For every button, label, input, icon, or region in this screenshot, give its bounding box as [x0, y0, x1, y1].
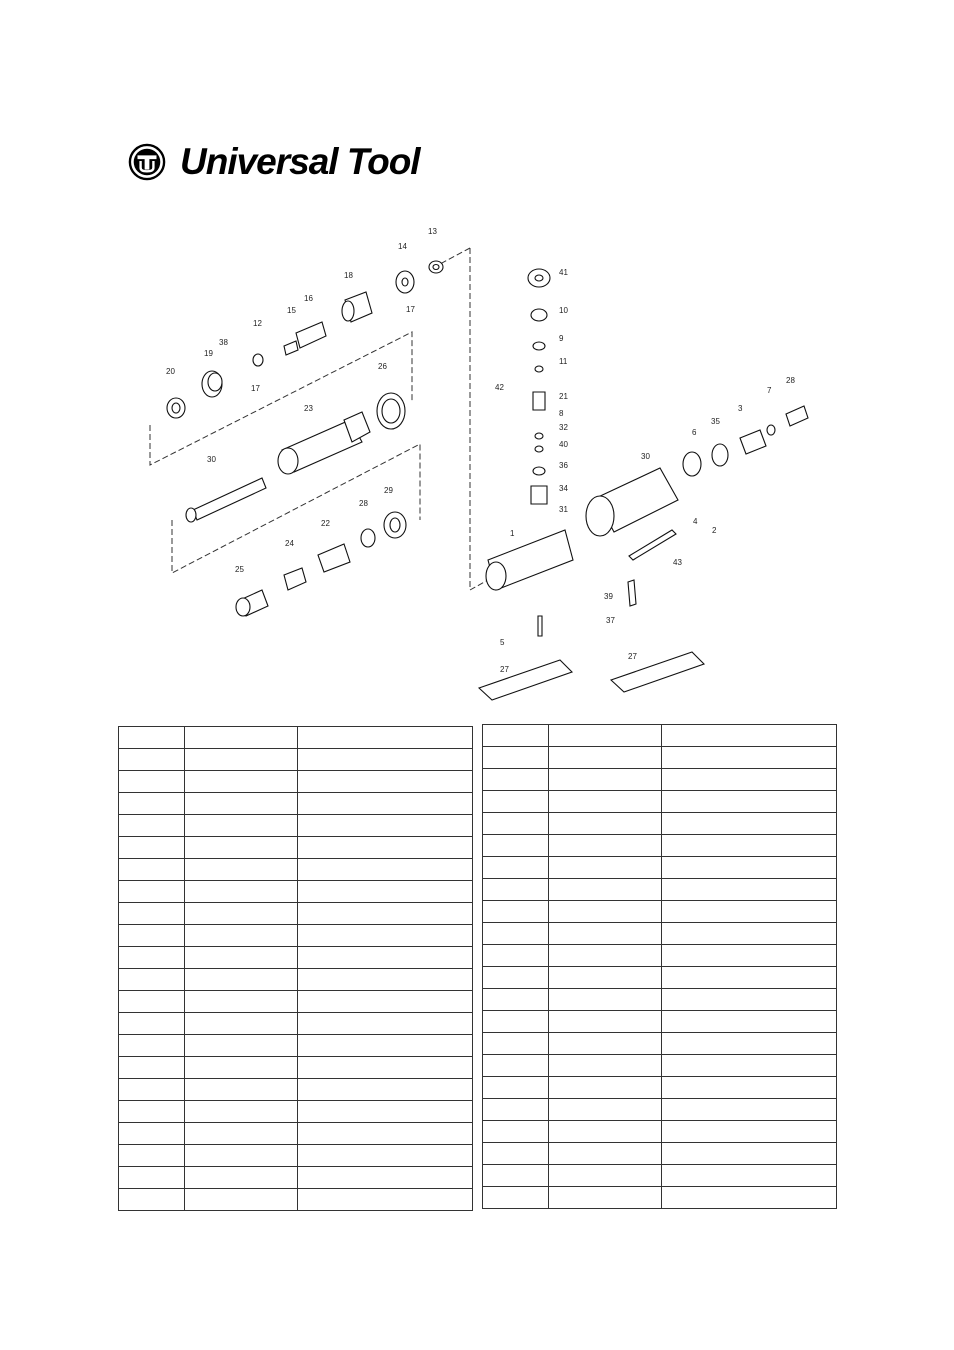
callout: 38 [219, 338, 228, 347]
table-cell [185, 947, 298, 969]
callout: 16 [304, 294, 313, 303]
table-cell [483, 1143, 549, 1165]
table-row [483, 1033, 837, 1055]
table-cell [298, 837, 473, 859]
table-cell [549, 725, 662, 747]
table-cell [298, 793, 473, 815]
table-cell [185, 991, 298, 1013]
table-cell [662, 1187, 837, 1209]
table-cell [662, 747, 837, 769]
table-cell [549, 835, 662, 857]
table-row [483, 813, 837, 835]
table-cell [483, 791, 549, 813]
table-cell [549, 1055, 662, 1077]
table-cell [662, 791, 837, 813]
table-cell [185, 1189, 298, 1211]
callout: 8 [559, 409, 564, 418]
table-row [119, 1013, 473, 1035]
table-cell [662, 1011, 837, 1033]
table-cell [549, 923, 662, 945]
table-row [119, 771, 473, 793]
table-cell [483, 923, 549, 945]
table-cell [483, 967, 549, 989]
table-cell [298, 947, 473, 969]
table-row [483, 901, 837, 923]
table-row [119, 1079, 473, 1101]
table-cell [662, 769, 837, 791]
table-cell [549, 945, 662, 967]
table-cell [483, 813, 549, 835]
table-cell [483, 1099, 549, 1121]
callout: 17 [251, 384, 260, 393]
table-cell [549, 747, 662, 769]
table-cell [185, 1013, 298, 1035]
table-row [119, 991, 473, 1013]
callout: 28 [359, 499, 368, 508]
callout: 30 [207, 455, 216, 464]
callout: 14 [398, 242, 407, 251]
table-cell [119, 1167, 185, 1189]
table-cell [483, 1011, 549, 1033]
table-row [119, 1057, 473, 1079]
callout: 37 [606, 616, 615, 625]
table-cell [298, 969, 473, 991]
table-cell [549, 1011, 662, 1033]
callout: 34 [559, 484, 568, 493]
table-cell [185, 1101, 298, 1123]
table-row [119, 881, 473, 903]
table-cell [185, 815, 298, 837]
table-cell [483, 945, 549, 967]
table-cell [662, 1165, 837, 1187]
table-cell [185, 903, 298, 925]
table-cell [185, 1035, 298, 1057]
table-cell [662, 857, 837, 879]
table-cell [662, 923, 837, 945]
table-cell [549, 1165, 662, 1187]
table-cell [549, 879, 662, 901]
callout: 10 [559, 306, 568, 315]
callout: 9 [559, 334, 564, 343]
table-row [483, 791, 837, 813]
callout: 5 [500, 638, 505, 647]
table-cell [185, 859, 298, 881]
table-cell [185, 1167, 298, 1189]
table-row [119, 793, 473, 815]
table-cell [298, 1057, 473, 1079]
table-cell [119, 903, 185, 925]
callout: 24 [285, 539, 294, 548]
table-cell [662, 1077, 837, 1099]
table-cell [483, 725, 549, 747]
table-cell [119, 969, 185, 991]
dashed-assembly-lines [150, 248, 488, 590]
table-row [483, 1121, 837, 1143]
callout: 29 [384, 486, 393, 495]
callout: 6 [692, 428, 697, 437]
table-cell [185, 1057, 298, 1079]
callout: 12 [253, 319, 262, 328]
table-cell [662, 1055, 837, 1077]
table-cell [298, 859, 473, 881]
table-row [483, 1099, 837, 1121]
callout: 11 [559, 357, 568, 366]
table-cell [185, 771, 298, 793]
table-cell [119, 727, 185, 749]
table-row [483, 1187, 837, 1209]
table-cell [119, 947, 185, 969]
table-cell [119, 859, 185, 881]
callout: 27 [500, 665, 509, 674]
table-cell [483, 835, 549, 857]
right-parts [479, 269, 808, 700]
table-cell [119, 1057, 185, 1079]
table-row [483, 835, 837, 857]
table-cell [662, 1099, 837, 1121]
callout: 36 [559, 461, 568, 470]
table-cell [185, 881, 298, 903]
table-cell [549, 989, 662, 1011]
table-cell [119, 1013, 185, 1035]
table-cell [185, 749, 298, 771]
callout: 35 [711, 417, 720, 426]
table-cell [483, 1165, 549, 1187]
table-cell [549, 967, 662, 989]
table-cell [483, 747, 549, 769]
table-cell [119, 771, 185, 793]
table-row [119, 903, 473, 925]
callout: 3 [738, 404, 743, 413]
callout: 28 [786, 376, 795, 385]
table-row [483, 989, 837, 1011]
table-row [119, 837, 473, 859]
table-cell [549, 1099, 662, 1121]
table-cell [298, 925, 473, 947]
table-row [483, 857, 837, 879]
table-cell [119, 881, 185, 903]
table-cell [119, 1189, 185, 1211]
table-cell [119, 1035, 185, 1057]
table-cell [185, 925, 298, 947]
table-cell [119, 837, 185, 859]
table-cell [298, 1189, 473, 1211]
parts-table-right [482, 724, 837, 1209]
table-cell [662, 967, 837, 989]
table-cell [185, 727, 298, 749]
table-cell [298, 727, 473, 749]
table-row [483, 725, 837, 747]
table-row [119, 1123, 473, 1145]
table-cell [483, 1187, 549, 1209]
table-row [119, 1101, 473, 1123]
callout: 18 [344, 271, 353, 280]
parts-table-left-body [119, 727, 473, 1211]
table-cell [483, 1077, 549, 1099]
table-cell [483, 1121, 549, 1143]
table-cell [483, 1033, 549, 1055]
table-row [119, 727, 473, 749]
table-cell [549, 1121, 662, 1143]
callout: 23 [304, 404, 313, 413]
table-cell [298, 771, 473, 793]
table-cell [298, 881, 473, 903]
table-cell [549, 1077, 662, 1099]
callout: 19 [204, 349, 213, 358]
callout: 1 [510, 529, 515, 538]
table-cell [549, 813, 662, 835]
callout: 25 [235, 565, 244, 574]
table-row [119, 749, 473, 771]
callout: 22 [321, 519, 330, 528]
callout: 26 [378, 362, 387, 371]
table-cell [483, 989, 549, 1011]
table-cell [549, 1033, 662, 1055]
table-row [483, 967, 837, 989]
table-row [483, 1011, 837, 1033]
table-cell [119, 925, 185, 947]
callout: 42 [495, 383, 504, 392]
table-cell [119, 815, 185, 837]
table-cell [298, 1079, 473, 1101]
table-cell [298, 1123, 473, 1145]
callout: 30 [641, 452, 650, 461]
table-cell [185, 969, 298, 991]
table-cell [119, 1123, 185, 1145]
table-row [119, 1189, 473, 1211]
callout: 21 [559, 392, 568, 401]
table-row [483, 1077, 837, 1099]
table-cell [298, 1035, 473, 1057]
table-cell [549, 1187, 662, 1209]
table-cell [662, 1033, 837, 1055]
table-cell [549, 857, 662, 879]
callout: 13 [428, 227, 437, 236]
callout: 15 [287, 306, 296, 315]
table-cell [549, 769, 662, 791]
callout: 27 [628, 652, 637, 661]
table-row [483, 945, 837, 967]
callout: 31 [559, 505, 568, 514]
table-cell [119, 793, 185, 815]
brand-name: Universal Tool [180, 141, 420, 182]
table-cell [185, 793, 298, 815]
table-cell [662, 945, 837, 967]
table-cell [483, 879, 549, 901]
table-cell [483, 901, 549, 923]
callout: 7 [767, 386, 772, 395]
parts-table-right-body [483, 725, 837, 1209]
table-cell [119, 1145, 185, 1167]
table-cell [119, 749, 185, 771]
table-row [483, 1143, 837, 1165]
table-cell [549, 791, 662, 813]
table-row [483, 1165, 837, 1187]
table-row [119, 925, 473, 947]
table-cell [185, 1145, 298, 1167]
table-cell [662, 835, 837, 857]
table-cell [549, 901, 662, 923]
table-cell [483, 1055, 549, 1077]
table-row [119, 815, 473, 837]
table-cell [298, 1101, 473, 1123]
table-cell [119, 1101, 185, 1123]
left-parts [167, 261, 443, 616]
table-cell [662, 1143, 837, 1165]
table-cell [119, 991, 185, 1013]
table-cell [298, 1167, 473, 1189]
callout: 43 [673, 558, 682, 567]
table-cell [662, 989, 837, 1011]
callout: 39 [604, 592, 613, 601]
table-cell [483, 769, 549, 791]
table-cell [185, 837, 298, 859]
table-row [483, 923, 837, 945]
table-cell [298, 815, 473, 837]
table-row [119, 969, 473, 991]
callout: 20 [166, 367, 175, 376]
table-row [483, 879, 837, 901]
table-row [119, 1035, 473, 1057]
callout: 32 [559, 423, 568, 432]
table-cell [662, 879, 837, 901]
table-cell [298, 991, 473, 1013]
callout: 2 [712, 526, 717, 535]
table-cell [298, 903, 473, 925]
table-row [119, 947, 473, 969]
callout: 4 [693, 517, 698, 526]
table-cell [662, 1121, 837, 1143]
table-cell [662, 901, 837, 923]
table-cell [662, 813, 837, 835]
table-row [119, 1145, 473, 1167]
table-cell [298, 749, 473, 771]
table-row [119, 1167, 473, 1189]
parts-table-left [118, 726, 473, 1211]
callout: 17 [406, 305, 415, 314]
table-row [119, 859, 473, 881]
table-row [483, 769, 837, 791]
table-cell [662, 725, 837, 747]
table-cell [298, 1145, 473, 1167]
callout: 41 [559, 268, 568, 277]
table-cell [549, 1143, 662, 1165]
table-cell [185, 1123, 298, 1145]
table-cell [119, 1079, 185, 1101]
table-cell [185, 1079, 298, 1101]
table-row [483, 1055, 837, 1077]
table-cell [483, 857, 549, 879]
table-row [483, 747, 837, 769]
callout: 40 [559, 440, 568, 449]
table-cell [298, 1013, 473, 1035]
